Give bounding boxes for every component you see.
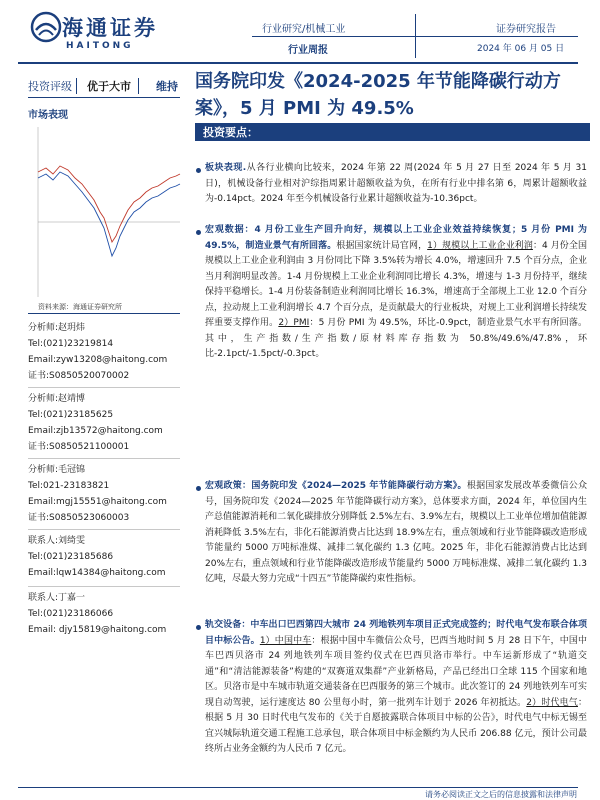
- paragraph-body: 根据国家统计局官网，: [336, 240, 428, 251]
- paragraph-subheading: 2）时代电气: [526, 697, 578, 708]
- analyst-cert: 证书:S0850520070002: [28, 371, 130, 381]
- contact-2: [28, 592, 183, 637]
- chart-series-industry: [38, 166, 180, 242]
- rating-action: 维持: [156, 80, 178, 93]
- paragraph-body: 根据国家发展改革委微信公众号，国务院印发《2024—2025 年节能降碳行动方案》，总体要求方面，2024 年，单位国内生产总值能源消耗和二氧化碳排放分别降低 2.5%左右、3.9%左右，规模以上工业单位增加值能源消耗降低 3.5%左右，非化石能源消费占比达到 18.9%左右，重点领域和行业节能降碳改造形成节能量约 5000 万吨标准煤、减排二氧化碳约 1.3 亿吨。2025 年，非化石能源消费占比达到 20%左右，重点领域和行业节能降碳改造形成节能量约 5000 万吨标准煤、减排二氧化碳约 1.3 亿吨，尽最大努力完成“十四五”节能降碳约束性指标。: [205, 481, 587, 584]
- footer-rule: [18, 787, 578, 788]
- analyst-cert: 证书:S0850521100001: [28, 442, 130, 452]
- market-performance-title: 市场表现: [28, 110, 68, 121]
- analyst-email[interactable]: Email:zjb13572@haitong.com: [28, 426, 163, 436]
- paragraph-subheading: 1）规模以上工业企业利润: [427, 240, 533, 251]
- rating-label: 投资评级: [28, 80, 72, 93]
- analyst-divider: [28, 529, 180, 530]
- key-points-label: 投资要点：: [203, 126, 258, 139]
- logo: [30, 10, 62, 48]
- report-series: 证券研究报告: [496, 24, 556, 35]
- analyst-3: [28, 464, 183, 525]
- report-title: 国务院印发《2024-2025 年节能降碳行动方案》，5 月 PMI 为 49.5%: [195, 71, 561, 119]
- rating-separator: [76, 78, 77, 94]
- analyst-name: 分析师:赵靖博: [28, 394, 86, 404]
- analyst-1: [28, 322, 183, 383]
- paragraph-body: ：根据 5 月 30 日时代电气发布的《关于自愿披露联合体项目中标的公告》，时代电气中标无锡至宜兴城际轨道交通工程施工总承包，联合体项目中标金额约为人民币 206.88 亿元，预计公司最终所占业务金额约为人民币 7 亿元。: [205, 697, 587, 754]
- footer-disclaimer: 请务必阅读正文之后的信息披露和法律声明: [425, 790, 577, 799]
- contact-name: 联系人:丁嘉一: [28, 593, 86, 603]
- analyst-2: [28, 393, 183, 454]
- analyst-tel: Tel:(021)23185625: [28, 410, 114, 420]
- paragraph-heading: 宏观数据：4 月份工业生产回升向好，规模以上工业企业效益持续恢复；5 月份 PMI 为 49.5%，制造业景气有所回落。: [205, 225, 587, 251]
- investment-rating: [28, 76, 178, 96]
- rating-rule: [28, 97, 180, 98]
- paragraph-rail-equipment: [205, 618, 587, 758]
- contact-name: 联系人:刘绮雯: [28, 536, 86, 546]
- analyst-divider: [28, 586, 180, 587]
- analyst-cert: 证书:S0850523060003: [28, 513, 130, 523]
- contact-1: [28, 535, 183, 580]
- contact-tel: Tel:(021)23185686: [28, 552, 114, 562]
- contact-email[interactable]: Email:lqw14384@haitong.com: [28, 568, 166, 578]
- bullet-icon: [196, 230, 201, 235]
- analyst-email[interactable]: Email:mgj15551@haitong.com: [28, 497, 167, 507]
- analyst-tel: Tel:(021)23219814: [28, 339, 114, 349]
- header-bottom-rule: [18, 62, 578, 64]
- paragraph-heading: 轨交设备：中车出口巴西第四大城市 24 列地铁列车项目正式完成签约；时代电气发布联合体项目中标公告。: [205, 620, 587, 646]
- paragraph-subheading: 1）中国中车: [259, 635, 312, 646]
- analyst-divider: [28, 387, 180, 388]
- chart-source: 资料来源：海通证券研究所: [38, 303, 122, 311]
- paragraph-body: ：根据中国中车微信公众号，巴西当地时间 5 月 28 日下午，中国中车巴西贝洛市 24 列地铁列车项目签约仪式在巴西贝洛市举行。中车运新形成了“轨道交通”和“清洁能源装备”构建的“双赛道双集群”产业新格局，产品已经出口全球 115 个国家和地区。贝洛市是中车城市轨道交通装备在巴西服务的第三个城市。此次签订的 24 列地铁列车可实现自动驾驶，运行速度达 80 公里每小时，第一批列车计划于 2026 年初抵达。: [205, 635, 587, 708]
- paragraph-sector-performance: [205, 161, 587, 208]
- report-category: 行业研究/机械工业: [262, 24, 346, 35]
- analyst-email[interactable]: Email:zyw13208@haitong.com: [28, 355, 168, 365]
- market-performance-chart: [28, 122, 183, 305]
- haitong-logo-icon: [30, 10, 62, 48]
- chart-series-index: [38, 172, 180, 256]
- report-date: 2024 年 06 月 05 日: [477, 44, 565, 54]
- bullet-icon: [196, 625, 201, 630]
- rating-separator: [138, 78, 139, 94]
- header-vertical-divider: [415, 14, 416, 58]
- contact-email[interactable]: Email: djy15819@haitong.com: [28, 625, 167, 635]
- contact-tel: Tel:(021)23186066: [28, 609, 114, 619]
- paragraph-subheading: 2）PMI: [278, 318, 310, 328]
- bullet-icon: [196, 486, 201, 491]
- analyst-tel: Tel:021-23183821: [28, 481, 110, 491]
- rating-value: 优于大市: [87, 80, 131, 93]
- paragraph-macro-policy: [205, 479, 587, 588]
- bullet-icon: [196, 168, 201, 173]
- logo-text-cn: 海通证券: [62, 15, 158, 40]
- paragraph-heading: 宏观政策：国务院印发《2024—2025 年节能降碳行动方案》。: [205, 481, 467, 491]
- analyst-divider: [28, 458, 180, 459]
- paragraph-body: ：5 月份 PMI 为 49.5%，环比-0.9pct，制造业景气水平有所回落。其中，生产指数/生产指数/原材料库存指数为 50.8%/49.6%/47.8%，环比-2.1pct/-1.5pct/-0.3pct。: [205, 318, 588, 359]
- paragraph-macro-data: [205, 223, 587, 363]
- analyst-name: 分析师:毛冠锦: [28, 465, 86, 475]
- logo-text-en: HAITONG: [66, 41, 134, 51]
- paragraph-body: 从各行业横向比较来，2024 年第 22 周(2024 年 5 月 27 日至 2024 年 5 月 31 日)，机械设备行业相对沪综指周累计超额收益为负，在所有行业中排名第 6，周累计超额收益为-0.14pct。2024 年至今机械设备行业累计超额收益为-10.36pct。: [205, 163, 587, 204]
- paragraph-heading: 板块表现.: [205, 163, 247, 173]
- report-type: 行业周报: [288, 45, 328, 56]
- chart-bottom-rule: [28, 313, 180, 314]
- paragraph-body: ：4 月份全国规模以上工业企业利润由 3 月份同比下降 3.5%转为增长 4.0%，增速回升 7.5 个百分点，企业当月利润明显改善。1-4 月份规模上工业企业利润同比增长 4.3%，增速与 1-3 月份持平，继续保持平稳增长。1-4 月份装备制造业利润同比增长 16.3%，增速高于全部规上工业 12.0 个百分点，拉动规上工业利润增长 4.7 个百分点，是贡献最大的行业板块，对规上工业利润增长持续发挥重要支撑作用。: [205, 240, 587, 328]
- analyst-name: 分析师:赵玥炜: [28, 323, 86, 333]
